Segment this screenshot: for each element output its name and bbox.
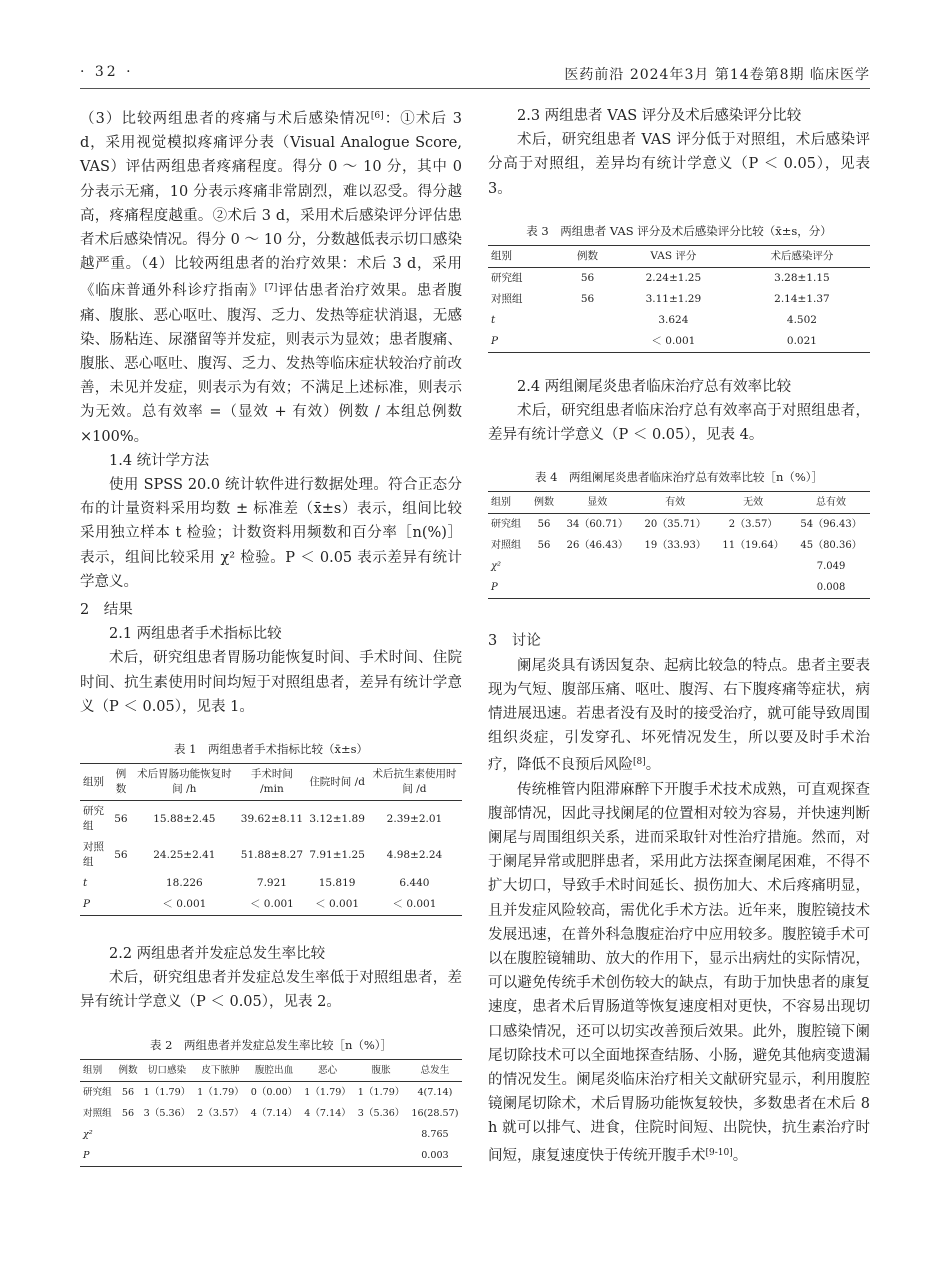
table-cell: 4（7.14） xyxy=(250,1107,298,1119)
heading-2-4: 2.4 两组阑尾炎患者临床治疗总有效率比较 xyxy=(517,378,792,395)
table4-grid xyxy=(488,491,870,599)
table-cell: 7.049 xyxy=(816,561,846,573)
table-header-cell: 术后抗生素使用时间 /d xyxy=(372,768,457,796)
table-cell: 研究组 xyxy=(491,519,521,531)
table-header-cell: 手术时间 /min xyxy=(250,768,293,796)
table-cell: 4.502 xyxy=(786,313,817,326)
journal-info: 医药前沿 2024年3月 第14卷第8期 临床医学 xyxy=(564,67,870,83)
paragraph-2-2: 术后，研究组患者并发症总发生率低于对照组患者，差异有统计学意义（P ＜ 0.05），见表 2。 xyxy=(80,970,462,1011)
table-header-cell: VAS 评分 xyxy=(650,249,697,262)
table-cell xyxy=(301,1145,355,1167)
header-rule xyxy=(80,88,870,89)
table-header-row xyxy=(80,1059,462,1081)
table-cell: 3.12±1.89 xyxy=(309,812,365,825)
table-3 xyxy=(488,223,870,353)
table-cell: P xyxy=(491,334,499,347)
table-cell: 56 xyxy=(537,540,551,552)
table-cell: P xyxy=(491,582,498,594)
heading-2-3: 2.3 两组患者 VAS 评分及术后感染评分比较 xyxy=(517,108,802,124)
table-header-cell: 例数 xyxy=(534,497,555,509)
table-cell xyxy=(247,1145,301,1167)
table-3-caption: 表 3 两组患者 VAS 评分及术后感染评分比较（x̄±s，分） xyxy=(526,223,832,238)
table-header-cell: 腹腔出血 xyxy=(254,1064,294,1076)
table-cell: 1（1.79） xyxy=(304,1086,351,1098)
heading-2-1: 2.1 两组患者手术指标比较 xyxy=(109,626,282,643)
table-cell: 4（7.14） xyxy=(304,1107,351,1119)
table-cell xyxy=(558,577,636,599)
table-cell: 39.62±8.11 xyxy=(240,812,304,825)
table-cell: 4.98±2.24 xyxy=(386,848,443,861)
table-cell: 2（3.57） xyxy=(197,1107,244,1119)
table-4-caption: 表 4 两组阑尾炎患者临床治疗总有效率比较［n（%）］ xyxy=(534,470,824,485)
table-cell xyxy=(140,1145,194,1167)
table-cell: 0.021 xyxy=(786,334,817,347)
table-cell: 对照组 xyxy=(491,292,523,305)
table-cell: 7.91±1.25 xyxy=(309,848,365,861)
table-cell: 26（46.43） xyxy=(566,540,628,552)
table-cell: t xyxy=(83,877,88,890)
table-row xyxy=(80,801,462,838)
heading-2-results: 2 结果 xyxy=(80,602,133,619)
table-cell: ＜ 0.001 xyxy=(249,898,294,911)
table-header-cell: 术后感染评分 xyxy=(770,249,834,262)
table-cell xyxy=(530,577,559,599)
table-cell: 3.624 xyxy=(658,313,689,326)
table-cell: 56 xyxy=(114,812,128,825)
table-2-caption: 表 2 两组患者并发症总发生率比较［n（%）］ xyxy=(149,1037,393,1052)
paragraph-2-3: 术后，研究组患者 VAS 评分低于对照组，术后感染评分高于对照组，差异均有统计学意义（P ＜ 0.05），见表 3。 xyxy=(488,132,870,197)
table-row xyxy=(488,535,870,556)
table-cell: 研究组 xyxy=(83,805,104,833)
table-cell: 研究组 xyxy=(83,1086,112,1098)
table-cell: 1（1.79） xyxy=(197,1086,244,1098)
table-1 xyxy=(80,741,462,916)
table-cell: t xyxy=(491,313,496,326)
table2-grid xyxy=(80,1059,462,1167)
table-cell: ＜ 0.001 xyxy=(162,898,207,911)
table-cell: 19（33.93） xyxy=(644,540,706,552)
table-cell: 20（35.71） xyxy=(644,519,706,531)
table-cell xyxy=(714,556,792,577)
table-cell xyxy=(301,1124,355,1145)
table-cell xyxy=(558,556,636,577)
table-header-cell: 例数 xyxy=(577,249,598,262)
table-cell: 2.24±1.25 xyxy=(645,271,702,284)
table-cell: 8.765 xyxy=(421,1128,449,1140)
heading-2-2: 2.2 两组患者并发症总发生率比较 xyxy=(109,946,326,963)
table-cell: 0（0.00） xyxy=(250,1086,298,1098)
table-cell xyxy=(194,1124,248,1145)
table-cell: 3.28±1.15 xyxy=(774,271,830,284)
table-cell: 7.921 xyxy=(256,877,287,890)
paragraph-2-1: 术后，研究组患者胃肠功能恢复时间、手术时间、住院时间、抗生素使用时间均短于对照组患者，差异有统计学意义（P ＜ 0.05），见表 1。 xyxy=(80,650,462,715)
table-row xyxy=(488,331,870,353)
table-cell: P xyxy=(83,1149,90,1161)
table-header-cell: 总有效 xyxy=(816,497,847,509)
table-cell: 4(7.14) xyxy=(417,1086,453,1098)
table-cell: 56 xyxy=(580,271,595,284)
table-row xyxy=(80,1145,462,1167)
table-header-row xyxy=(488,245,870,267)
table-header-cell: 总发生 xyxy=(420,1064,450,1076)
table-row xyxy=(488,556,870,577)
table-cell xyxy=(354,1124,408,1145)
table-cell xyxy=(562,331,613,353)
paragraph-observation-indicators: （3）比较两组患者的疼痛与术后感染情况[6]：①术后 3 d，采用视觉模拟疼痛评分表（Visual Analogue Score, VAS）评估两组患者疼痛程度。得分 0 ～ 10 分，其中 0 分表示无痛，10 分表示疼痛非常剧烈，难以忍受。得分越高，疼痛程度越重。②术后 3 d，采用术后感染评分评估患者术后感染情况。得分 0 ～ 10 分，分数越低表示切口感染越严重。（4）比较两组患者的治疗效果：术后 3 d，采用《临床普通外科诊疗指南》[7]评估患者治疗效果。患者腹痛、腹胀、恶心呕吐、腹泻、乏力、发热等症状消退，无感染、肠粘连、尿潴留等并发症，则表示为显效；患者腹痛、腹胀、恶心呕吐、腹泻、乏力、发热等临床症状较治疗前改善，未见并发症，则表示为有效；不满足上述标准，则表示为无效。总有效率 =（显效 + 有效）例数 / 本组总例数 ×100%。 xyxy=(80,111,462,445)
table-cell xyxy=(636,556,714,577)
table-header-cell: 无效 xyxy=(743,497,764,509)
table-header-cell: 显效 xyxy=(587,497,608,509)
table1-grid xyxy=(80,763,462,916)
table-cell: 56 xyxy=(121,1107,135,1119)
table-cell xyxy=(110,873,133,894)
table-cell: 11（19.64） xyxy=(722,540,784,552)
table3-grid xyxy=(488,245,870,353)
table-cell: 24.25±2.41 xyxy=(153,848,216,861)
table-header-cell: 切口感染 xyxy=(147,1064,187,1076)
table-row xyxy=(488,577,870,599)
table-cell: 对照组 xyxy=(491,540,521,552)
table-header-cell: 组别 xyxy=(83,1064,103,1076)
table-row xyxy=(80,1124,462,1145)
table-cell: 2.39±2.01 xyxy=(386,812,443,825)
table-cell: 15.819 xyxy=(318,877,356,890)
table-cell xyxy=(247,1124,301,1145)
table-row xyxy=(80,873,462,894)
page-number: · 32 · xyxy=(80,64,134,80)
table-cell: 3（5.36） xyxy=(143,1107,191,1119)
table-cell: 2（3.57） xyxy=(728,519,778,531)
table-row xyxy=(80,1103,462,1124)
table-cell: 1（1.79） xyxy=(143,1086,191,1098)
table-cell xyxy=(562,310,613,331)
table-row xyxy=(488,267,870,289)
table-cell xyxy=(116,1145,141,1167)
table-cell: ＜ 0.001 xyxy=(315,898,360,911)
table-cell: 51.88±8.27 xyxy=(240,848,304,861)
table-row xyxy=(488,289,870,310)
table-cell: 56 xyxy=(121,1086,135,1098)
table-row xyxy=(488,514,870,536)
table-header-cell: 住院时间 /d xyxy=(309,775,365,788)
table-row xyxy=(80,894,462,916)
table-row xyxy=(488,310,870,331)
table-cell xyxy=(110,894,133,916)
table-cell: ＜ 0.001 xyxy=(651,334,696,347)
table-cell: ＜ 0.001 xyxy=(392,898,437,911)
table-header-cell: 腹胀 xyxy=(371,1064,391,1076)
table-cell: 0.003 xyxy=(421,1149,449,1161)
table-header-row xyxy=(80,764,462,801)
table-cell: 56 xyxy=(580,292,595,305)
table-cell: 0.008 xyxy=(816,582,846,594)
table-cell: 1（1.79） xyxy=(357,1086,405,1098)
table-cell: 3（5.36） xyxy=(357,1107,405,1119)
table-header-row xyxy=(488,492,870,514)
table-cell: 对照组 xyxy=(83,1107,112,1119)
table-cell: 15.88±2.45 xyxy=(153,812,216,825)
table-cell: 34（60.71） xyxy=(566,519,628,531)
table-cell: 16(28.57) xyxy=(411,1107,459,1119)
table-cell: 45（80.36） xyxy=(800,540,862,552)
left-column xyxy=(80,104,462,1167)
table-header-cell: 例数 xyxy=(115,768,127,796)
table-header-cell: 皮下脓肿 xyxy=(201,1064,240,1076)
table-header-cell: 有效 xyxy=(665,497,686,509)
table-cell: χ² xyxy=(491,561,502,573)
table-cell: 54（96.43） xyxy=(800,519,862,531)
table-cell: 6.440 xyxy=(399,877,430,890)
table-cell xyxy=(636,577,714,599)
table-cell xyxy=(140,1124,194,1145)
table-header-cell: 恶心 xyxy=(317,1064,338,1076)
paragraph-discussion-1: 阑尾炎具有诱因复杂、起病比较急的特点。患者主要表现为气短、腹部压痛、呕吐、腹泻、右下腹疼痛等症状，病情进展迅速。若患者没有及时的接受治疗，就可能导致周围组织炎症，引发穿孔、坏死情况发生，所以要及时手术治疗，降低不良预后风险[8]。 xyxy=(488,657,870,774)
table-cell xyxy=(354,1145,408,1167)
table-header-cell: 术后胃肠功能恢复时间 /h xyxy=(137,768,232,796)
paragraph-discussion-2: 传统椎管内阻滞麻醉下开腹手术技术成熟，可直观探查腹部情况，因此寻找阑尾的位置相对较为容易，并快速判断阑尾与周围组织关系，进而采取针对性治疗措施。然而，对于阑尾异常或肥胖患者，采用此方法探查阑尾困难，不得不扩大切口，导致手术时间延长、损伤加大、术后疼痛明显，且并发症风险较高，需优化手术方法。近年来，腹腔镜技术发展迅速，在普外科急腹症治疗中应用较多。腹腔镜手术可以在腹腔镜辅助、放大的作用下，显示出病灶的实际情况，可以避免传统手术创伤较大的缺点，有助于加快患者的康复速度，患者术后胃肠道等恢复速度相对更快，不容易出现切口感染情况，还可以切实改善预后效果。此外，腹腔镜下阑尾切除技术可以全面地探查结肠、小肠，避免其他病变遗漏的情况发生。阑尾炎临床治疗相关文献研究显示，利用腹腔镜阑尾切除术，术后胃肠功能恢复较快，多数患者在术后 8 h 就可以排气、进食，住院时间短、出院快，抗生素治疗时间短，康复速度快于传统开腹手术[9-10]。 xyxy=(488,781,870,1164)
heading-1-4: 1.4 统计学方法 xyxy=(109,452,210,469)
table-cell xyxy=(530,556,559,577)
table-row xyxy=(80,1081,462,1103)
table-cell: 对照组 xyxy=(83,841,104,869)
table-header-cell: 例数 xyxy=(118,1064,138,1076)
heading-3-discussion: 3 讨论 xyxy=(488,633,541,650)
table-cell: 2.14±1.37 xyxy=(774,292,830,305)
table-cell: 56 xyxy=(537,519,551,531)
table-cell: 研究组 xyxy=(491,271,523,284)
running-header xyxy=(80,62,870,86)
paragraph-2-4: 术后，研究组患者临床治疗总有效率高于对照组患者，差异有统计学意义（P ＜ 0.05），见表 4。 xyxy=(488,403,870,444)
table-4 xyxy=(488,469,870,599)
table-cell: 3.11±1.29 xyxy=(645,292,702,305)
table-cell xyxy=(116,1124,141,1145)
table-header-cell: 组别 xyxy=(491,497,511,509)
table-row xyxy=(80,837,462,873)
table-header-cell: 组别 xyxy=(83,775,104,788)
table-cell: 18.226 xyxy=(166,877,203,890)
table-cell: P xyxy=(83,898,91,911)
table-cell: 56 xyxy=(114,848,128,861)
table-cell xyxy=(194,1145,248,1167)
table-cell xyxy=(714,577,792,599)
table-2 xyxy=(80,1037,462,1167)
table-header-cell: 组别 xyxy=(491,249,512,262)
table-cell: χ² xyxy=(83,1128,93,1140)
table-1-caption: 表 1 两组患者手术指标比较（x̄±s） xyxy=(174,742,368,757)
right-column xyxy=(488,104,870,1168)
paragraph-statistics: 使用 SPSS 20.0 统计软件进行数据处理。符合正态分布的计量资料采用均数 ± 标准差（x̄±s）表示，组间比较采用独立样本 t 检验；计数资料用频数和百分率［n(%)］表示，组间比较采用 χ² 检验。P ＜ 0.05 表示差异有统计学意义。 xyxy=(80,477,462,590)
